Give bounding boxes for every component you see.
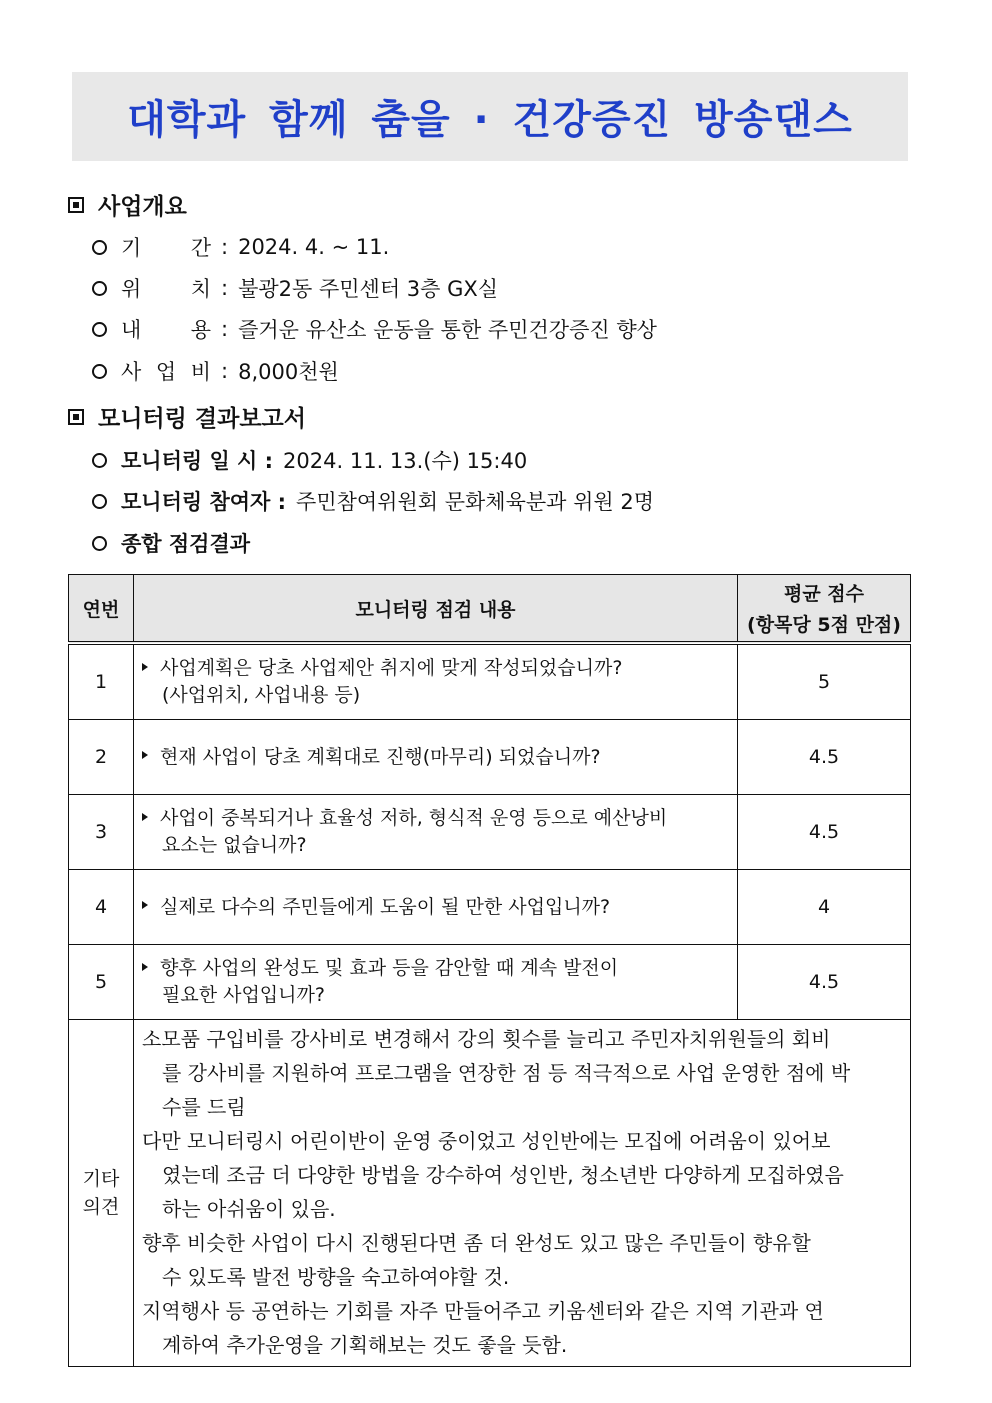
table-row: 5 향후 사업의 완성도 및 효과 등을 감안할 때 계속 발전이 필요한 사업입니까? 4.5 <box>69 945 911 1020</box>
value-content: 즐거운 유산소 운동을 통한 주민건강증진 향상 <box>238 318 657 342</box>
overview-period: 기 간 : 2024. 4. ~ 11. <box>92 232 389 262</box>
circle-bullet-icon <box>92 240 107 255</box>
table-row: 4 실제로 다수의 주민들에게 도움이 될 만한 사업입니까? 4 <box>69 870 911 945</box>
overview-content: 내 용 : 즐거운 유산소 운동을 통한 주민건강증진 향상 <box>92 314 657 344</box>
header-score: 평균 점수 (항목당 5점 만점) <box>738 575 911 644</box>
section-heading-overview <box>68 188 187 221</box>
monitoring-datetime <box>92 445 527 475</box>
label-participants: 모니터링 참여자 : <box>121 490 287 514</box>
circle-bullet-icon <box>92 364 107 379</box>
table-row: 1 사업계획은 당초 사업제안 취지에 맞게 작성되었습니까? (사업위치, 사업내용 등) 5 <box>69 643 911 720</box>
label-period: 기 간 <box>121 236 211 260</box>
value-period: 2024. 4. ~ 11. <box>238 235 390 259</box>
label-content: 내 용 <box>121 318 211 342</box>
circle-bullet-icon <box>92 453 107 468</box>
table-header-row <box>69 575 911 644</box>
triangle-bullet-icon <box>142 963 148 971</box>
opinion-item: 소모품 구입비를 강사비로 변경해서 강의 횟수를 늘리고 주민자치위원들의 회비 를 강사비를 지원하여 프로그램을 연장한 점 등 적극적으로 사업 운영한 점에 박 수를 드림 <box>142 1027 851 1119</box>
circle-bullet-icon <box>92 494 107 509</box>
table-row: 2 현재 사업이 당초 계획대로 진행(마무리) 되었습니까? 4.5 <box>69 720 911 795</box>
value-budget: 8,000천원 <box>238 360 339 384</box>
page-title: 대학과 함께 춤을 · 건강증진 방송댄스 <box>127 97 853 143</box>
circle-bullet-icon <box>92 322 107 337</box>
value-datetime: 2024. 11. 13.(수) 15:40 <box>283 449 528 473</box>
opinion-item: 다만 모니터링시 어린이반이 운영 중이었고 성인반에는 모집에 어려움이 있어보 였는데 조금 더 다양한 방법을 강수하여 성인반, 청소년반 다양하게 모집하였음 하는 아쉬움이 있음. <box>142 1129 844 1221</box>
label-datetime: 모니터링 일 시 : <box>121 449 274 473</box>
triangle-bullet-icon <box>142 751 148 759</box>
square-bullet-icon <box>68 409 84 425</box>
opinion-item: 향후 비슷한 사업이 다시 진행된다면 좀 더 완성도 있고 많은 주민들이 향유할 수 있도록 발전 방향을 숙고하여야할 것. <box>142 1231 811 1289</box>
overview-location: 위 치 : 불광2동 주민센터 3층 GX실 <box>92 273 498 303</box>
opinion-item: 지역행사 등 공연하는 기회를 자주 만들어주고 키움센터와 같은 지역 기관과 연 계하여 추가운영을 기획해보는 것도 좋을 듯함. <box>142 1299 824 1357</box>
section-heading-monitoring <box>68 400 306 433</box>
monitoring-summary <box>92 528 250 558</box>
overview-budget: 사 업 비 : 8,000천원 <box>92 356 339 386</box>
circle-bullet-icon <box>92 281 107 296</box>
triangle-bullet-icon <box>142 663 148 671</box>
table-row-opinions <box>69 1020 911 1367</box>
section-title: 모니터링 결과보고서 <box>98 406 306 432</box>
circle-bullet-icon <box>92 536 107 551</box>
triangle-bullet-icon <box>142 813 148 821</box>
label-summary: 종합 점검결과 <box>121 532 251 556</box>
square-bullet-icon <box>68 197 84 213</box>
table-row: 3 사업이 중복되거나 효율성 저하, 형식적 운영 등으로 예산낭비 요소는 없습니까? 4.5 <box>69 795 911 870</box>
title-banner <box>72 72 908 161</box>
opinions-label: 기타 의견 <box>69 1020 134 1367</box>
header-content: 모니터링 점검 내용 <box>134 575 738 644</box>
value-location: 불광2동 주민센터 3층 GX실 <box>238 277 499 301</box>
section-title: 사업개요 <box>98 194 187 220</box>
monitoring-participants <box>92 486 654 516</box>
label-budget: 사 업 비 <box>121 360 211 384</box>
header-no: 연번 <box>69 575 134 644</box>
value-participants: 주민참여위원회 문화체육분과 위원 2명 <box>296 490 654 514</box>
triangle-bullet-icon <box>142 901 148 909</box>
label-location: 위 치 <box>121 277 211 301</box>
results-table <box>68 574 911 1367</box>
